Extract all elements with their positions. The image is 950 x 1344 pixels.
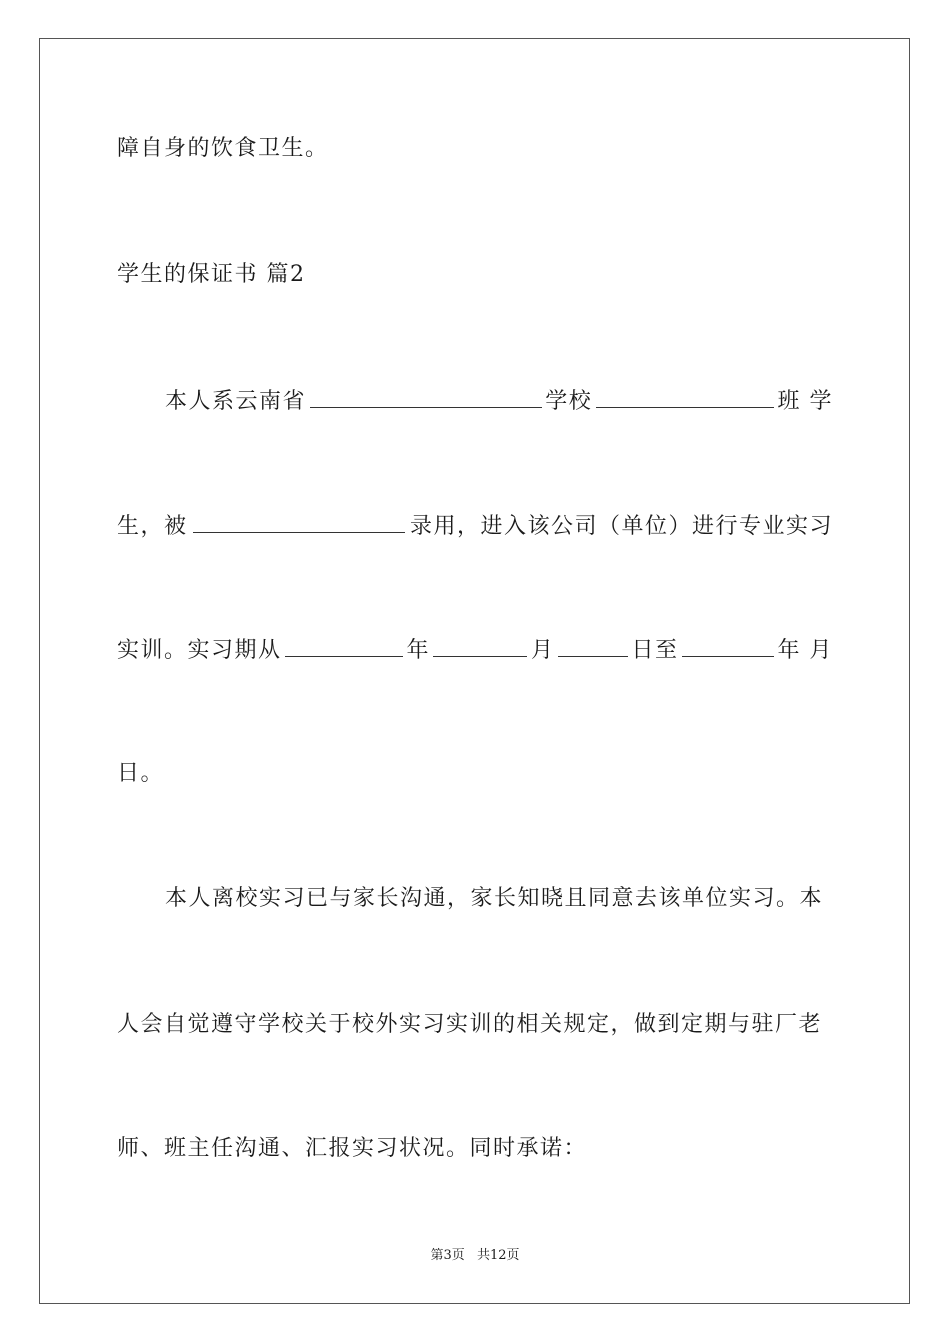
blank-field-start-year[interactable]	[285, 634, 403, 657]
text-class: 班 学	[777, 389, 833, 414]
text-month: 月	[530, 638, 555, 663]
blank-field-start-month[interactable]	[433, 634, 527, 657]
page-border	[39, 38, 910, 1304]
blank-field-class[interactable]	[596, 385, 774, 408]
text-hired-rest: 录用，进入该公司（单位）进行专业实习	[409, 514, 833, 539]
text-year: 年	[406, 638, 430, 663]
text-school: 学校	[545, 389, 593, 414]
text-year-month: 年 月	[777, 638, 833, 663]
text-period-from: 实训。实习期从	[117, 638, 282, 663]
paragraph-line-5: 本人离校实习已与家长沟通，家长知晓且同意去该单位实习。本	[165, 886, 824, 911]
text-line-1: 障自身的饮食卫生。	[117, 136, 329, 161]
blank-field-company[interactable]	[193, 510, 405, 533]
text-day-to: 日至	[631, 638, 679, 663]
paragraph-line-1	[165, 385, 833, 417]
text-province: 本人系云南省	[165, 389, 307, 414]
blank-field-school[interactable]	[310, 385, 542, 408]
page-number: 第3页	[430, 1248, 465, 1263]
paragraph-line-4: 日。	[117, 761, 165, 786]
text-hired-by: 生，被	[117, 514, 188, 539]
page-total: 共12页	[476, 1248, 520, 1263]
paragraph-line-6: 人会自觉遵守学校关于校外实习实训的相关规定，做到定期与驻厂老	[117, 1012, 823, 1037]
page-footer	[0, 1247, 950, 1265]
section-heading: 学生的保证书 篇2	[117, 262, 306, 287]
paragraph-line-3	[117, 634, 833, 666]
paragraph-line-2	[117, 510, 833, 542]
blank-field-end-year[interactable]	[682, 634, 774, 657]
paragraph-line-7: 师、班主任沟通、汇报实习状况。同时承诺：	[117, 1136, 588, 1161]
blank-field-start-day[interactable]	[558, 634, 628, 657]
